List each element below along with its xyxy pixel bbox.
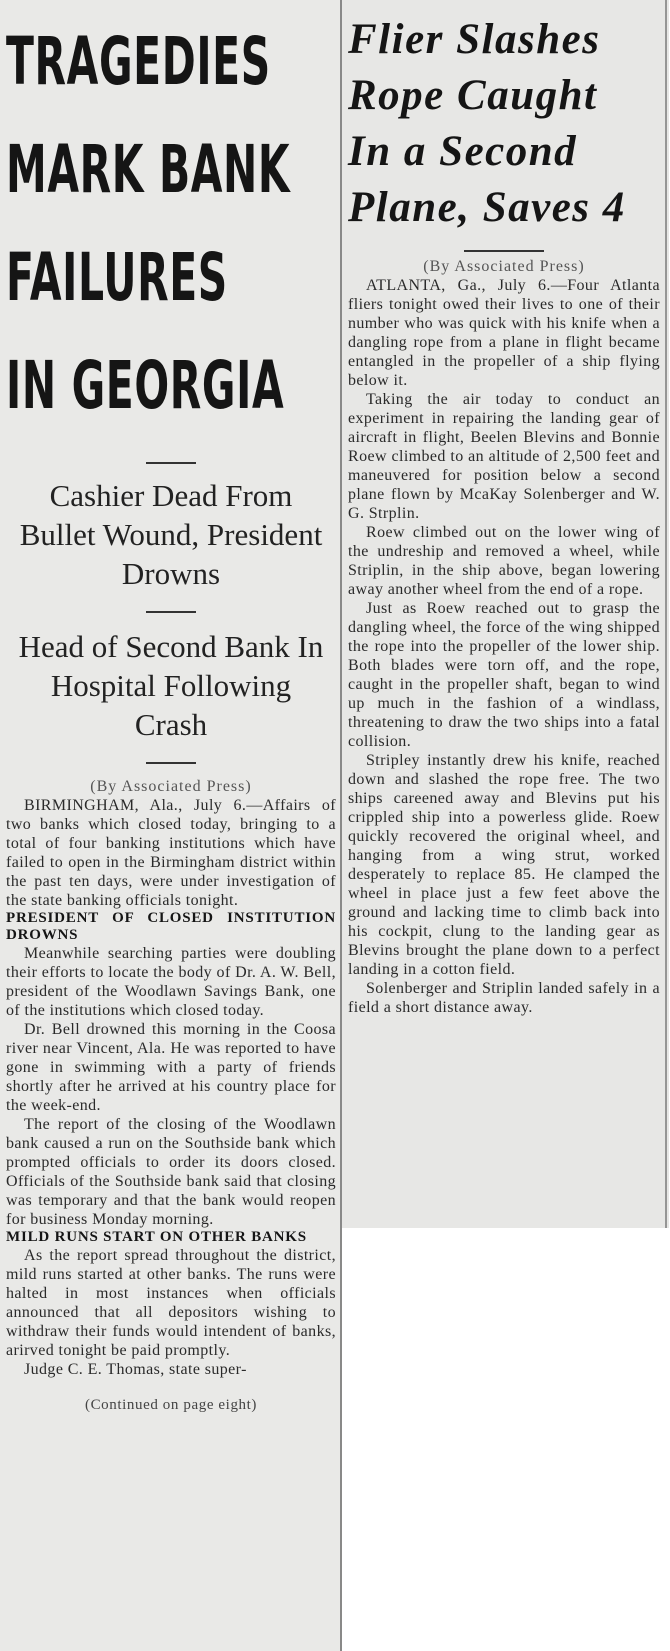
- left-headline-line: IN GEORGIA: [6, 347, 285, 424]
- left-headline-line: TRAGEDIES: [6, 23, 271, 100]
- left-byline: (By Associated Press): [90, 778, 252, 795]
- left-paragraph: Dr. Bell drowned this morning in the Coosa river near Vincent, Ala. He was reported to have gone in swimming with a party of friends shortly after he arrived at his country place for the week-end.: [6, 1021, 336, 1114]
- left-paragraph: The report of the closing of the Woodlawn bank caused a run on the Southside bank which prompted officials to order its doors closed. Officials of the Southside bank said that closing was temporary and that the bank would reopen for business Monday morning.: [6, 1116, 336, 1228]
- right-headline-line: Plane, Saves 4: [348, 184, 626, 231]
- left-headline: [6, 0, 336, 440]
- right-paragraph: Solenberger and Striplin landed safely in a field a short distance away.: [348, 980, 660, 1016]
- left-subhead-2: MILD RUNS START ON OTHER BANKS: [6, 1229, 307, 1245]
- right-paragraph: ATLANTA, Ga., July 6.—Four Atlanta fliers tonight owed their lives to one of their number who was quick with his knife when a dangling rope from a plane in flight became entangled in the propeller of a ship flying below it.: [348, 277, 660, 389]
- right-headline-line: Flier Slashes: [348, 16, 601, 63]
- continued-note: (Continued on page eight): [84, 1397, 258, 1413]
- left-deck-2: Head of Second Bank In Hospital Following Crash: [18, 629, 324, 742]
- right-paragraph: Stripley instantly drew his knife, reached down and slashed the rope free. The two ships careened away and Blevins put his crippled ship into a powerless glide. Roew quickly recovered the original wheel, and hanging from a wing strut, worked desperately to replace 85. He clamped the wheel in place just a few feet above the ground and lacking time to climb back into his cockpit, clung to the landing gear as Blevins brought the plane down to a perfect landing in a cotton field.: [348, 752, 660, 978]
- right-paragraph: Just as Roew reached out to grasp the dangling wheel, the force of the wing shipped the rope into the propeller of the lower ship. Both blades were torn off, and the rope, caught in the propeller shaft, began to wind up much in the fashion of a windlass, threatening to draw the two ships into a fatal collision.: [348, 600, 660, 750]
- right-headline-line: In a Second: [348, 128, 578, 175]
- left-deck-1: Cashier Dead From Bullet Wound, President Drowns: [19, 478, 323, 591]
- left-paragraph: Meanwhile searching parties were doubling their efforts to locate the body of Dr. A. W. Bell, president of the Woodlawn Savings Bank, one of the institutions which closed today.: [6, 945, 336, 1019]
- column-divider: [340, 0, 342, 1651]
- left-paragraph: As the report spread throughout the district, mild runs started at other banks. The runs were halted in most instances when officials announced that all depositors wishing to withdraw their funds would intendent of banks, arirved tonight be paid promptly.: [6, 1247, 336, 1359]
- right-headline: [344, 0, 664, 236]
- left-headline-line: MARK BANK: [6, 131, 291, 208]
- right-body: [344, 276, 664, 1017]
- right-paragraph: Roew climbed out on the lower wing of the undreship and removed a wheel, while Striplin, in the ship above, began lowering away another wheel from the end of a rope.: [348, 524, 660, 598]
- left-paragraph: BIRMINGHAM, Ala., July 6.—Affairs of two banks which closed today, bringing to a total of four banking institutions which have failed to open in the Birmingham district within the past ten days, were under investigation of the state banking officials tonight.: [6, 797, 336, 909]
- right-headline-line: Rope Caught: [348, 72, 598, 119]
- right-byline: (By Associated Press): [423, 258, 585, 275]
- left-body: [6, 796, 336, 1379]
- right-paragraph: Taking the air today to conduct an experiment in repairing the landing gear of aircraft in flight, Beelen Blevins and Bonnie Roew climbed to an altitude of 2,500 feet and maneuvered for position below a second plane flown by McaKay Solenberger and W. G. Strplin.: [348, 391, 660, 522]
- left-story: [6, 0, 336, 1414]
- left-headline-line: FAILURES: [6, 239, 228, 316]
- left-paragraph: Judge C. E. Thomas, state super-: [24, 1361, 247, 1378]
- right-column-edge: [665, 0, 667, 1228]
- right-story: [344, 0, 664, 1017]
- left-subhead-1: PRESIDENT OF CLOSED INSTITUTION DROWNS: [6, 910, 336, 943]
